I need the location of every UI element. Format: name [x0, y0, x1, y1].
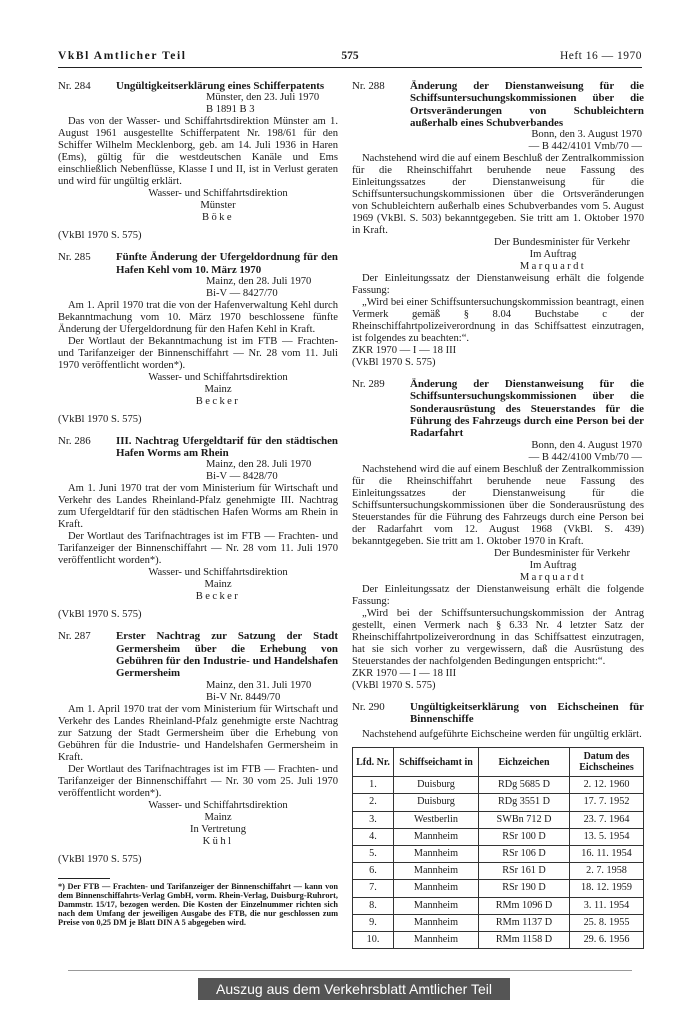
entry-title: Ungültigkeitserklärung eines Schifferpatents: [116, 80, 325, 92]
table-row: [353, 932, 644, 949]
row-number: 3.: [353, 811, 394, 828]
entry-290: [352, 701, 644, 950]
footnote: *) Der FTB — Frachten- und Tarifanzeiger der Binnenschiffahrt — kann von dem Binnenschiffahrts-Verlag GmbH, vorm. Rhein-Verlag, Duisburg-Ruhrort, Dammstr. 15/17, bezogen werden. Die Kosten der Einzelnummer richten sich nach dem Umfang der jeweiligen Ausgabe des FTB, die nur geschlossen zum Preise von 0,25 DM je Blatt DIN A 5 abgegeben wird.: [58, 881, 338, 928]
calibration-mark: SWBn 712 D: [479, 811, 570, 828]
file-reference: Bi-V — 8428/70: [206, 471, 278, 483]
row-number: 6.: [353, 863, 394, 880]
calibration-mark: RSr 100 D: [479, 828, 570, 845]
signature-authority: Der Bundesminister für Verkehr: [493, 237, 630, 249]
entry-title: Änderung der Dienstanweisung für die Schiffsuntersuchungskommissionen über die Ortsveränderungen von Schubleichtern außerhalb eines Schubverbandes: [410, 80, 644, 129]
certificate-date: 13. 5. 1954: [570, 828, 644, 845]
certificate-date: 23. 7. 1964: [570, 811, 644, 828]
signature-authority: Wasser- und Schiffahrtsdirektion: [148, 188, 288, 200]
certificate-date: 16. 11. 1954: [570, 846, 644, 863]
certificate-date: 17. 7. 1952: [570, 794, 644, 811]
header-journal: VkBl Amtlicher Teil: [58, 50, 187, 62]
place-date: Mainz, den 28. Juli 1970: [206, 275, 312, 287]
left-column: [58, 80, 338, 927]
entry-number: Nr. 287: [58, 630, 91, 643]
entry-284: [58, 80, 338, 242]
entry-body: Der Einleitungssatz der Dienstanweisung erhält die folgende Fassung:: [352, 273, 644, 297]
entry-title: Fünfte Änderung der Ufergeldordnung für den Hafen Kehl vom 10. März 1970: [116, 251, 338, 276]
footer-rule: [68, 970, 632, 971]
entry-title: Änderung der Dienstanweisung für die Schiffsuntersuchungskommissionen über die Sonderausrüstung des Steuerstandes für die Führung des Fahrzeugs durch eine Person bei der Radarfahrt: [410, 378, 644, 440]
entry-title: Erster Nachtrag zur Satzung der Stadt Germersheim über die Erhebung von Gebühren für den Industrie- und Handelshafen Germersheim: [116, 630, 338, 680]
entry-title: III. Nachtrag Ufergeldtarif für den städtischen Hafen Worms am Rhein: [116, 434, 338, 460]
table-row: [353, 846, 644, 863]
calibration-mark: RDg 5685 D: [479, 777, 570, 794]
entry-body: Der Einleitungssatz der Dienstanweisung erhält die folgende Fassung:: [352, 583, 644, 607]
entry-287: [58, 630, 338, 865]
entry-body: Der Wortlaut des Tarifnachtrages ist im FTB — Frachten- und Tarifanzeiger der Binnenschiffahrt — Nr. 30 vom 25. Juli 1970 veröffentlicht worden*).: [58, 763, 338, 799]
calibration-office: Mannheim: [394, 846, 479, 863]
table-header-row: [353, 748, 644, 777]
place-date: Bonn, den 3. August 1970: [531, 129, 642, 141]
eichscheine-table: [352, 747, 644, 949]
file-reference: — B 442/4101 Vmb/70 —: [528, 141, 642, 153]
signature-name: Kühl: [202, 835, 234, 847]
zkr-reference: ZKR 1970 — I — 18 III: [352, 667, 457, 679]
calibration-office: Westberlin: [394, 811, 479, 828]
certificate-date: 3. 11. 1954: [570, 897, 644, 914]
entry-286: [58, 435, 338, 622]
column-header: Datum des Eichscheines: [570, 748, 644, 777]
entry-body: Am 1. April 1970 trat der vom Ministerium für Wirtschaft und Verkehr des Landes Rheinland-Pfalz genehmigte erste Nachtrag zur Satzung der Stadt Germersheim über die Erhebung von Gebühren für die Industrie- und Handelshafen Germersheim in Kraft.: [58, 703, 338, 763]
table-row: [353, 777, 644, 794]
calibration-office: Mannheim: [394, 863, 479, 880]
zkr-reference: ZKR 1970 — I — 18 III: [352, 345, 457, 357]
table-body: [353, 777, 644, 949]
column-header: Eichzeichen: [479, 748, 570, 777]
place-date: Mainz, den 31. Juli 1970: [206, 679, 312, 691]
entry-number: Nr. 290: [352, 700, 385, 713]
row-number: 9.: [353, 914, 394, 931]
entry-body: Nachstehend wird die auf einem Beschluß der Zentralkommission für die Rheinschiffahrt beruhende neue Fassung des Einleitungssatzes der Dienstanweisung für die Schiffsuntersuchungskommissionen über die Ortsveränderungen von Schubleichtern außerhalb eines Schubverbandes vom 5. August 1969 (VkBl. S. 503) bekanntgegeben. Sie tritt am 1. Oktober 1970 in Kraft.: [352, 153, 644, 237]
entry-288: [352, 80, 644, 369]
header-page-number: 575: [341, 50, 359, 62]
entry-body: Am 1. Juni 1970 trat der vom Ministerium für Wirtschaft und Verkehr des Landes Rheinland-Pfalz genehmigte III. Nachtrag zum Ufergeldtarif für den städtischen Hafen Worms am Rhein in Kraft.: [58, 483, 338, 531]
footnote-rule: [58, 878, 110, 879]
citation: (VkBl 1970 S. 575): [58, 413, 142, 425]
entry-body: Der Wortlaut der Bekanntmachung ist im FTB — Frachten- und Tarifanzeiger der Binnenschiffahrt — Nr. 28 vom 11. Juli 1970 veröffentlicht worden*).: [58, 335, 338, 371]
signature-place: Mainz: [204, 579, 232, 591]
table-row: [353, 880, 644, 897]
certificate-date: 2. 12. 1960: [570, 777, 644, 794]
signature-deputy: In Vertretung: [190, 823, 246, 835]
entry-title: Ungültigkeitserklärung von Eichscheinen für Binnenschiffe: [410, 700, 644, 725]
citation: (VkBl 1970 S. 575): [58, 609, 142, 621]
file-reference: Bi-V Nr. 8449/70: [206, 691, 281, 703]
row-number: 2.: [353, 794, 394, 811]
table-row: [353, 914, 644, 931]
table-row: [353, 897, 644, 914]
calibration-mark: RSr 190 D: [479, 880, 570, 897]
signature-capacity: Im Auftrag: [529, 249, 577, 261]
certificate-date: 2. 7. 1958: [570, 863, 644, 880]
calibration-office: Duisburg: [394, 794, 479, 811]
entry-number: Nr. 286: [58, 434, 91, 447]
footer-banner: Auszug aus dem Verkehrsblatt Amtlicher Teil: [198, 978, 510, 1000]
column-header: Schiffseichamt in: [394, 748, 479, 777]
citation: (VkBl 1970 S. 575): [352, 357, 436, 369]
table-row: [353, 828, 644, 845]
row-number: 10.: [353, 932, 394, 949]
calibration-office: Mannheim: [394, 932, 479, 949]
entry-289: [352, 378, 644, 691]
row-number: 5.: [353, 846, 394, 863]
calibration-office: Mannheim: [394, 828, 479, 845]
entry-285: [58, 251, 338, 426]
table-row: [353, 794, 644, 811]
signature-name: Marquardt: [519, 261, 587, 273]
calibration-mark: RMm 1158 D: [479, 932, 570, 949]
citation: (VkBl 1970 S. 575): [58, 853, 142, 865]
header-rule: [58, 67, 642, 68]
signature-place: Mainz: [204, 811, 232, 823]
entry-number: Nr. 284: [58, 80, 91, 92]
calibration-office: Mannheim: [394, 914, 479, 931]
signature-name: Böke: [202, 212, 234, 224]
signature-name: Marquardt: [519, 571, 587, 583]
entry-body: Der Wortlaut des Tarifnachtrages ist im FTB — Frachten- und Tarifanzeiger der Binnenschiffahrt — Nr. 28 vom 11. Juli 1970 veröffentlicht worden*).: [58, 531, 338, 567]
column-header: Lfd. Nr.: [353, 748, 394, 777]
running-header: [58, 50, 642, 68]
calibration-office: Mannheim: [394, 897, 479, 914]
row-number: 4.: [353, 828, 394, 845]
calibration-mark: RSr 106 D: [479, 846, 570, 863]
entry-body: Das von der Wasser- und Schiffahrtsdirektion Münster am 1. August 1961 ausgestellte Schifferpatent Nr. 198/61 für den Schiffer Wilhelm Mecklenborg, geb. am 14. Juli 1936 in Haren (Ems), gültig für die westdeutschen Kanäle und Ems einschließlich Nebenflüsse, Klasse I und II, ist in Verlust geraten und wird für ungültig erklärt.: [58, 116, 338, 188]
row-number: 1.: [353, 777, 394, 794]
entry-number: Nr. 288: [352, 80, 385, 92]
signature-place: Münster: [200, 200, 236, 212]
certificate-date: 18. 12. 1959: [570, 880, 644, 897]
certificate-date: 29. 6. 1956: [570, 932, 644, 949]
calibration-office: Mannheim: [394, 880, 479, 897]
header-issue: Heft 16 — 1970: [559, 50, 642, 62]
right-column: [352, 80, 644, 958]
signature-authority: Wasser- und Schiffahrtsdirektion: [148, 371, 288, 383]
calibration-mark: RDg 3551 D: [479, 794, 570, 811]
row-number: 8.: [353, 897, 394, 914]
calibration-mark: RMm 1096 D: [479, 897, 570, 914]
signature-capacity: Im Auftrag: [529, 559, 577, 571]
file-reference: Bi-V — 8427/70: [206, 287, 278, 299]
calibration-office: Duisburg: [394, 777, 479, 794]
place-date: Mainz, den 28. Juli 1970: [206, 459, 312, 471]
entry-body: Nachstehend wird die auf einem Beschluß der Zentralkommission für die Rheinschiffahrt beruhende neue Fassung des Einleitungssatzes der Dienstanweisung für die Schiffsuntersuchungskommissionen über die Sonderausrüstung des Steuerstandes für die Führung des Fahrzeugs durch eine Person bei der Radarfahrt vom 12. August 1968 (VkBl. S. 439) bekanntgegeben. Sie tritt am 1. Oktober 1970 in Kraft.: [352, 463, 644, 547]
entry-body: Nachstehend aufgeführte Eichscheine werden für ungültig erklärt.: [362, 729, 642, 741]
file-reference: B 1891 B 3: [206, 104, 255, 116]
quoted-text: „Wird bei einer Schiffsuntersuchungskommission beantragt, einen Vermerk gemäß § 8.04 Buchstabe c der Rheinschiffahrtpolizeiverordnung in das Schiffsattest einzutragen, ist folgendes zu beachten:“.: [352, 297, 644, 345]
signature-place: Mainz: [204, 383, 232, 395]
entry-number: Nr. 289: [352, 378, 385, 391]
place-date: Münster, den 23. Juli 1970: [206, 92, 320, 104]
quoted-text: „Wird bei der Schiffsuntersuchungskommission der Antrag gestellt, einen Vermerk nach § 6.33 Nr. 4 letzter Satz der Rheinschiffahrtpolizeiverordnung in das Schiffsattest einzutragen, hat sie sich vorher zu vergewissern, daß die Ausrüstung des Steuerstandes der nachfolgenden Bedingungen entspricht:“.: [352, 607, 644, 667]
entry-number: Nr. 285: [58, 251, 91, 264]
citation: (VkBl 1970 S. 575): [352, 679, 436, 691]
table-row: [353, 811, 644, 828]
signature-authority: Wasser- und Schiffahrtsdirektion: [148, 567, 288, 579]
signature-name: Becker: [195, 591, 241, 603]
place-date: Bonn, den 4. August 1970: [531, 439, 642, 451]
signature-name: Becker: [195, 395, 241, 407]
calibration-mark: RMm 1137 D: [479, 914, 570, 931]
signature-authority: Wasser- und Schiffahrtsdirektion: [148, 799, 288, 811]
table-row: [353, 863, 644, 880]
citation: (VkBl 1970 S. 575): [58, 230, 142, 242]
file-reference: — B 442/4100 Vmb/70 —: [528, 451, 642, 463]
entry-body: Am 1. April 1970 trat die von der Hafenverwaltung Kehl durch Bekanntmachung vom 10. März 1970 beschlossene fünfte Änderung der Ufergeldordnung für den Hafen Kehl in Kraft.: [58, 299, 338, 335]
row-number: 7.: [353, 880, 394, 897]
certificate-date: 25. 8. 1955: [570, 914, 644, 931]
calibration-mark: RSr 161 D: [479, 863, 570, 880]
signature-authority: Der Bundesminister für Verkehr: [493, 547, 630, 559]
